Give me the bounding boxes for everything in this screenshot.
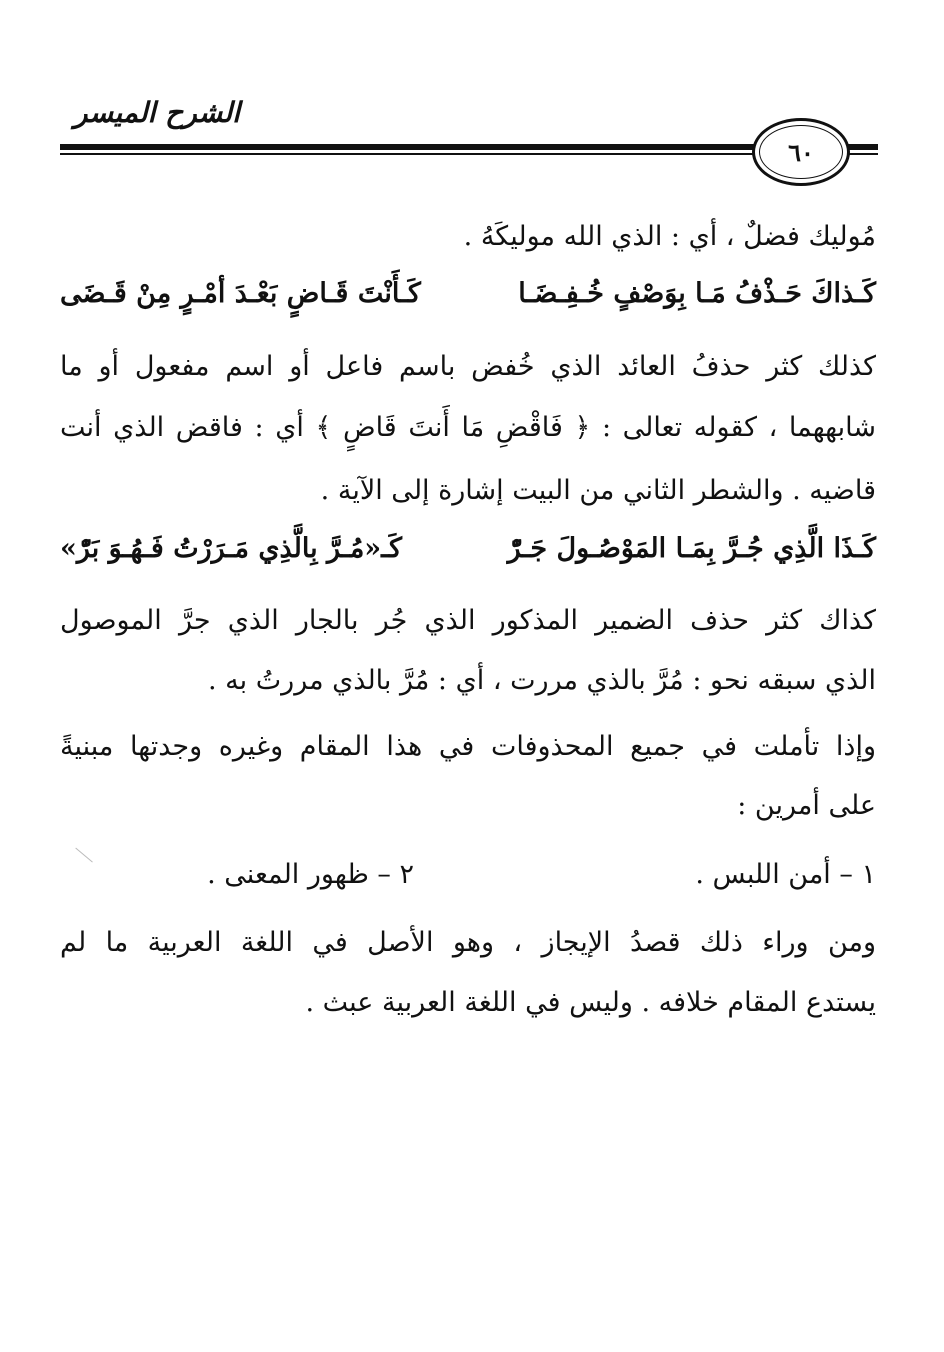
paragraph-line: الذي سبقه نحو : مُرَّ بالذي مررت ، أي : مُرَّ بالذي مررتُ به .: [208, 665, 876, 696]
paragraph-line: وإذا تأملت في جميع المحذوفات في هذا المقام وغيره وجدتها مبنيةً: [60, 731, 876, 762]
header-rule-right-thin: [846, 153, 878, 155]
text-line: مُوليك فضلٌ ، أي : الذي الله موليكَهُ .: [463, 221, 876, 252]
verse-hemistich-second: كَـأَنْتَ قَـاضٍ بَعْـدَ أمْـرٍ مِنْ قَـضَى: [60, 277, 421, 309]
paragraph-line: كذاك كثر حذف الضمير المذكور الذي جُر بالجار الذي جرَّ الموصول: [60, 605, 876, 636]
header-rule: [60, 144, 756, 150]
book-title: الشرح الميسر: [74, 96, 240, 129]
paragraph-line: قاضيه . والشطر الثاني من البيت إشارة إلى الآية .: [320, 475, 876, 506]
list-item: ١ – أمن اللبس .: [695, 859, 876, 890]
paragraph-line: شابههما ، كقوله تعالى : ﴿ فَاقْضِ مَا أَنتَ قَاضٍ ﴾ أي : فاقض الذي أنت: [60, 412, 876, 443]
page-number-badge: [752, 118, 850, 186]
verse-hemistich-first: كَـذَا الَّذِي جُـرَّ بِمَـا المَوْصُـولَ جَـرّْ: [507, 532, 876, 564]
header-rule-right: [846, 144, 878, 150]
paragraph-line: على أمرين :: [737, 790, 876, 821]
verse-line: [60, 523, 876, 573]
page-number: ٦٠: [788, 137, 814, 167]
header-rule-thin: [60, 153, 756, 155]
verse-line: [60, 268, 876, 318]
page-header: [0, 0, 944, 200]
verse-hemistich-first: كَـذاكَ حَـذْفُ مَـا بِوَصْفٍ خُـفِـضَـا: [518, 277, 876, 309]
paragraph-line: ومن وراء ذلك قصدُ الإيجاز ، وهو الأصل في اللغة العربية ما لم: [60, 927, 876, 958]
list-item: ٢ – ظهور المعنى .: [207, 859, 414, 890]
paragraph-line: كذلك كثر حذفُ العائد الذي خُفض باسم فاعل أو اسم مفعول أو ما: [60, 351, 876, 382]
verse-hemistich-second: كَـ«مُـرَّ بِالَّذِي مَـرَرْتُ فَـهُـوَ بَرّْ»: [60, 532, 402, 564]
scan-mark: [61, 848, 93, 880]
paragraph-line: يستدع المقام خلافه . وليس في اللغة العربية عبث .: [305, 987, 876, 1018]
